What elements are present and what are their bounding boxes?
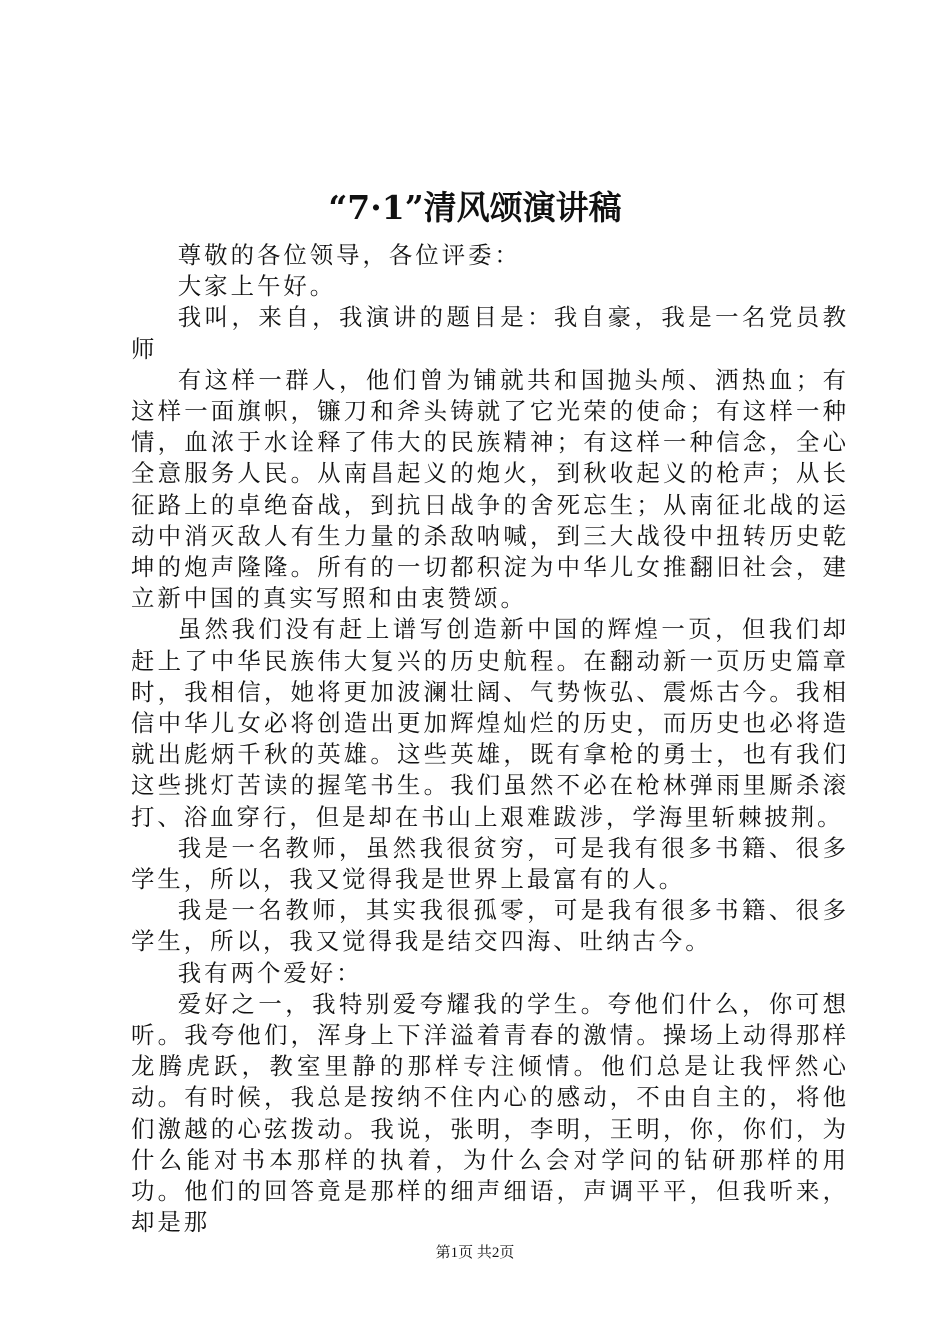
salutation: 尊敬的各位领导，各位评委： <box>177 241 521 269</box>
body-paragraph: 虽然我们没有赶上谱写创造新中国的辉煌一页，但我们却赶上了中华民族伟大复兴的历史航程。在翻动新一页历史篇章时，我相信，她将更加波澜壮阔、气势恢弘、震烁古今。我相信中华儿女必将创造出更加辉煌灿烂的历史，而历史也必将造就出彪炳千秋的英雄。这些英雄，既有拿枪的勇士，也有我们这些挑灯苦读的握笔书生。我们虽然不必在枪林弹雨里厮杀滚打、浴血穿行，但是却在书山上艰难跋涉，学海里斩棘披荆。 <box>131 615 849 831</box>
speech-topic: 我叫，来自，我演讲的题目是：我自豪，我是一名党员教师 <box>131 303 849 363</box>
body-paragraph: 我是一名教师，虽然我很贫穷，可是我有很多书籍、很多学生，所以，我又觉得我是世界上最富有的人。 <box>131 833 849 894</box>
greeting: 大家上午好。 <box>177 272 337 301</box>
body-paragraph: 有这样一群人，他们曾为铺就共和国抛头颅、洒热血；有这样一面旗帜，镰刀和斧头铸就了它光荣的使命；有这样一种情，血浓于水诠释了伟大的民族精神；有这样一种信念，全心全意服务人民。从南昌起义的炮火，到秋收起义的枪声；从长征路上的卓绝奋战，到抗日战争的舍死忘生；从南征北战的运动中消灭敌人有生力量的杀敌呐喊，到三大战役中扭转历史乾坤的炮声隆隆。所有的一切都积淀为中华儿女推翻旧社会，建立新中国的真实写照和由衷赞颂。 <box>131 365 849 613</box>
page-number-footer: 第1页 共2页 <box>435 1245 515 1261</box>
document-body <box>131 240 849 1239</box>
body-paragraph: 爱好之一，我特别爱夸耀我的学生。夸他们什么，你可想听。我夸他们，浑身上下洋溢着青春的激情。操场上动得那样龙腾虎跃，教室里静的那样专注倾情。他们总是让我怦然心动。有时候，我总是按纳不住内心的感动，不由自主的，将他们激越的心弦拨动。我说，张明，李明，王明，你，你们，为什么能对书本那样的执着，为什么会对学问的钻研那样的用功。他们的回答竟是那样的细声细语，声调平平，但我听来，却是那 <box>131 989 849 1237</box>
body-paragraph: 我是一名教师，其实我很孤零，可是我有很多书籍、很多学生，所以，我又觉得我是结交四海、吐纳古今。 <box>131 896 849 956</box>
body-paragraph: 我有两个爱好： <box>177 958 363 987</box>
document-title: “7·1”清风颂演讲稿 <box>328 188 622 227</box>
